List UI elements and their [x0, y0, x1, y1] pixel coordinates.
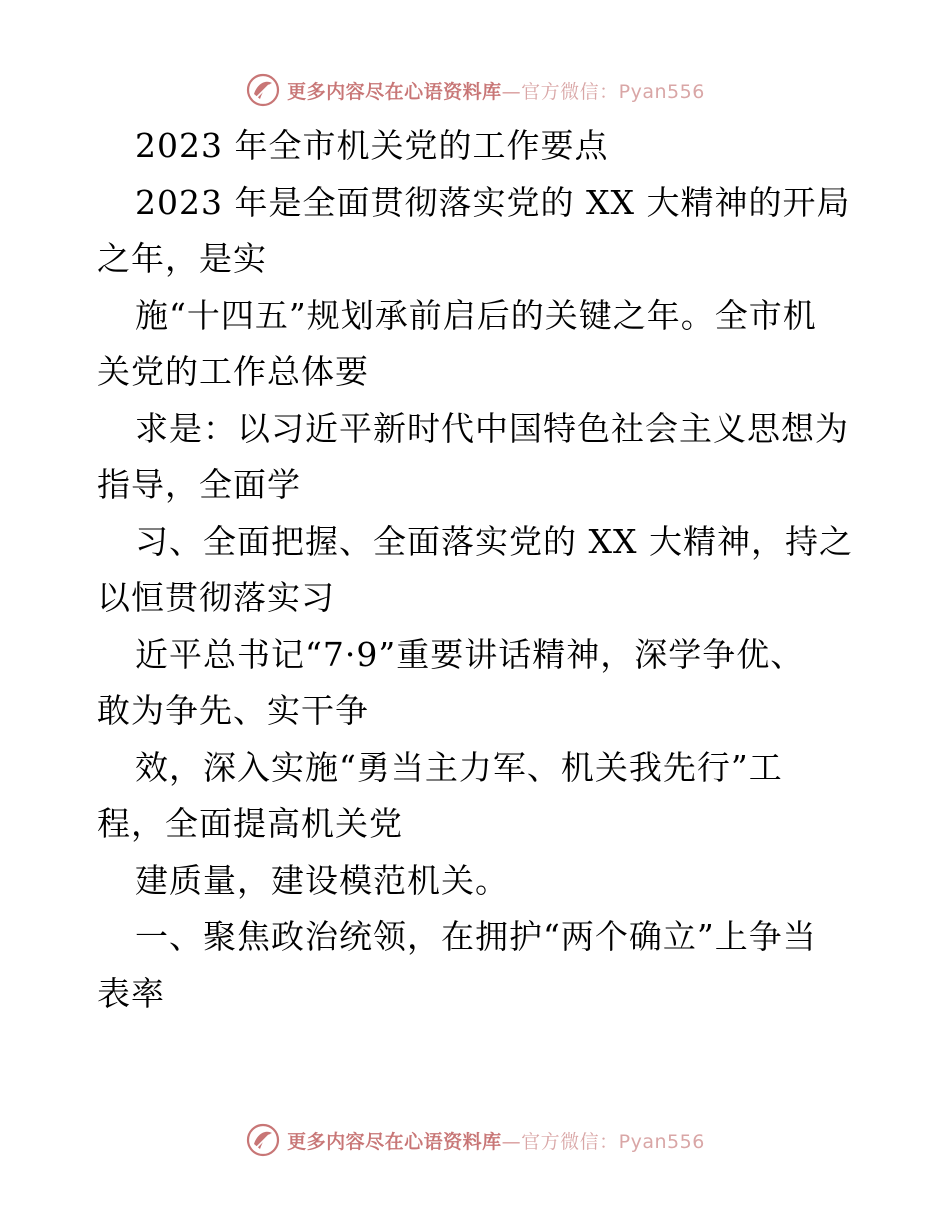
text-line: 2023 年是全面贯彻落实党的 XX 大精神的开局	[135, 182, 851, 222]
text-line: 敢为争先、实干争	[97, 691, 369, 730]
watermark-wechat: 官方微信：Pyan556	[521, 80, 705, 103]
header-watermark	[0, 70, 950, 110]
watermark-brand: 更多内容尽在心语资料库	[287, 1130, 502, 1153]
document-body	[97, 118, 857, 1022]
text-line: 指导，全面学	[97, 465, 301, 504]
watermark-wechat: 官方微信：Pyan556	[521, 1130, 705, 1153]
text-line: 施“十四五”规划承前启后的关键之年。全市机	[135, 295, 817, 335]
brand-logo-icon	[245, 1122, 281, 1158]
text-line: 之年，是实	[97, 239, 267, 278]
watermark-text	[287, 1127, 705, 1154]
text-line: 近平总书记“7·9”重要讲话精神，深学争优、	[135, 634, 805, 674]
brand-logo-icon	[245, 72, 281, 108]
text-line: 一、聚焦政治统领，在拥护“两个确立”上争当	[135, 917, 817, 956]
text-line: 2023 年全市机关党的工作要点	[135, 126, 609, 165]
text-line: 求是：以习近平新时代中国特色社会主义思想为	[135, 408, 849, 448]
text-line: 程，全面提高机关党	[97, 804, 403, 843]
text-line: 建质量，建设模范机关。	[135, 860, 509, 900]
watermark-text	[287, 77, 705, 104]
watermark-brand: 更多内容尽在心语资料库	[287, 80, 502, 103]
text-line: 关党的工作总体要	[97, 352, 369, 391]
footer-watermark	[0, 1120, 950, 1160]
watermark-separator: —	[501, 80, 522, 103]
text-line: 表率	[97, 973, 165, 1013]
watermark-separator: —	[501, 1130, 522, 1153]
text-line: 效，深入实施“勇当主力军、机关我先行”工	[135, 747, 783, 787]
text-line: 习、全面把握、全面落实党的 XX 大精神，持之	[135, 521, 853, 561]
text-line: 以恒贯彻落实习	[97, 578, 335, 617]
